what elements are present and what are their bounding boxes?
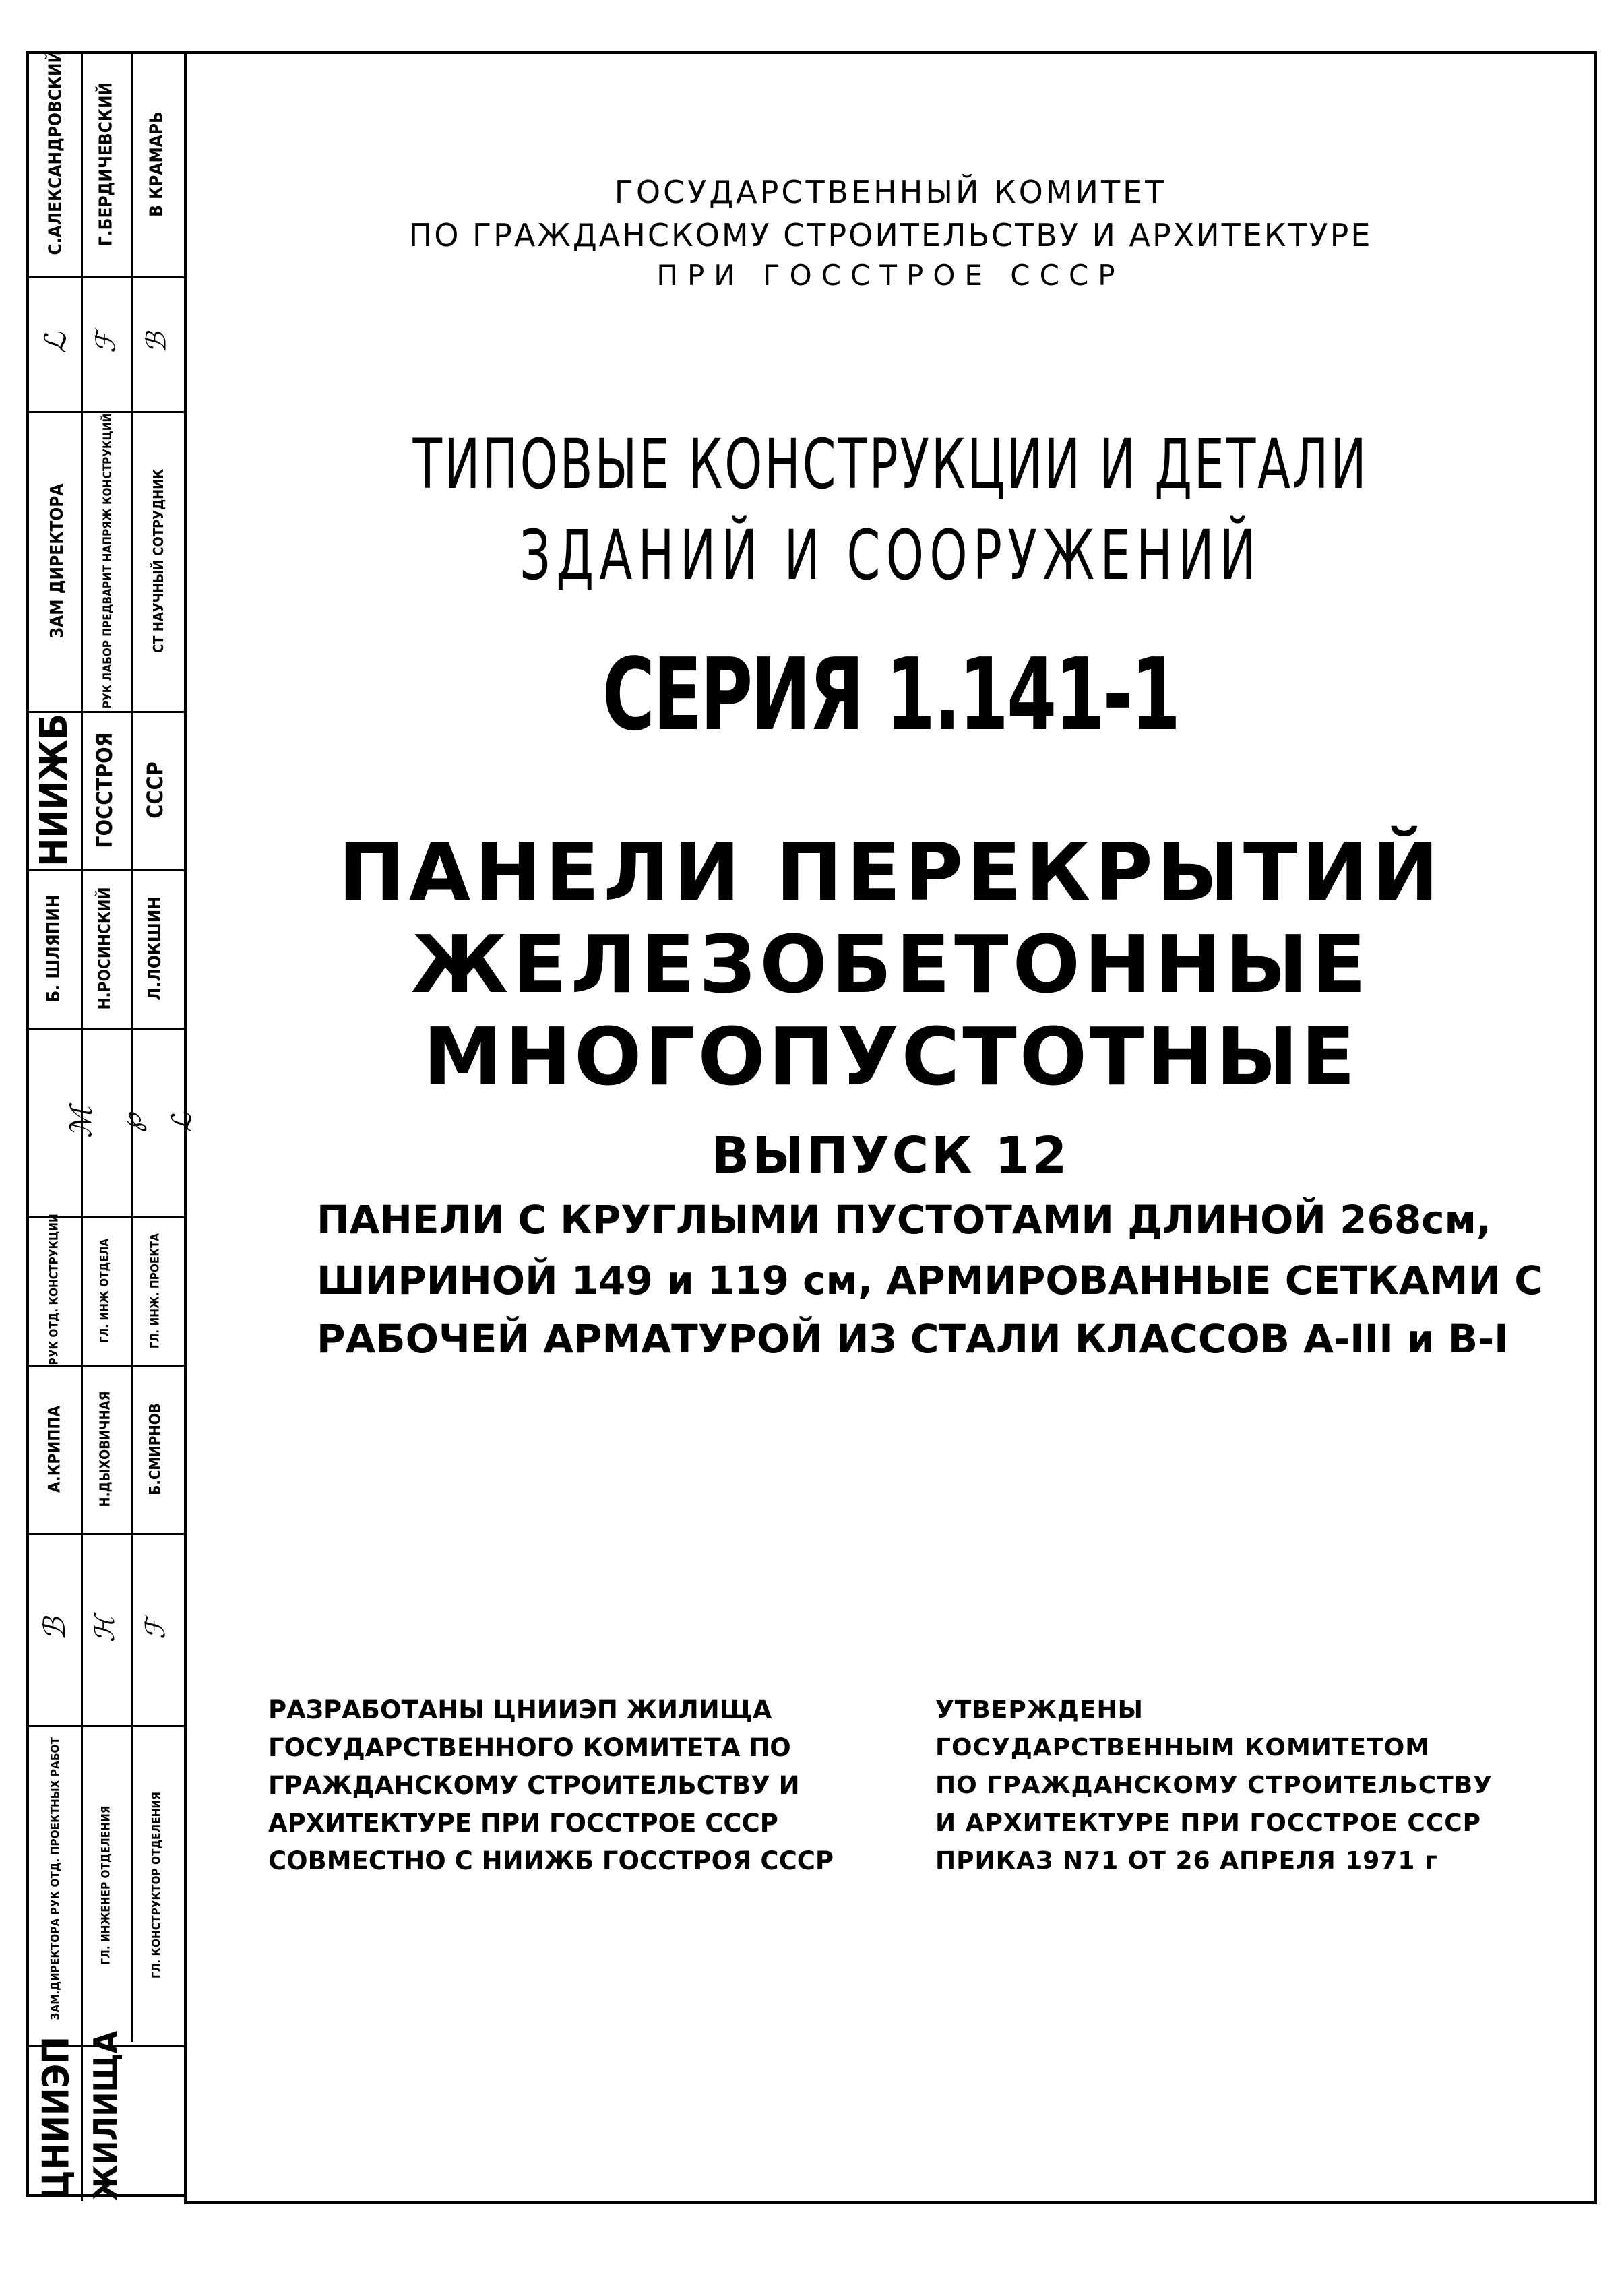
developed-line-4: АРХИТЕКТУРЕ ПРИ ГОССТРОЕ СССР	[268, 1809, 778, 1838]
issue-label: ВЫПУСК 12	[711, 1127, 1070, 1185]
developed-line-5: СОВМЕСТНО С НИИЖБ ГОССТРОЯ СССР	[268, 1846, 834, 1875]
stamp-name-lokshin: Л.ЛОКШИН	[145, 896, 165, 1001]
developed-line-2: ГОСУДАРСТВЕННОГО КОМИТЕТА ПО	[268, 1733, 791, 1762]
stamp-signature-2: ℱ	[90, 332, 122, 354]
stamp-signature-9: ℱ	[140, 1618, 171, 1640]
stamp-name-rosinsky: Н.РОСИНСКИЙ	[95, 887, 114, 1010]
stamp-org-gosstroy: ГОССТРОЯ	[92, 732, 117, 848]
series-title-line-2: ЗДАНИЙ И СООРУЖЕНИЙ	[520, 516, 1261, 596]
approved-line-3: ПО ГРАЖДАНСКОМУ СТРОИТЕЛЬСТВУ	[935, 1772, 1493, 1799]
approved-block	[935, 1691, 1569, 1880]
series-code: СЕРИЯ 1.141-1	[602, 637, 1179, 753]
stamp-name-berdichevsky: Г.БЕРДИЧЕВСКИЙ	[96, 82, 117, 247]
approved-line-4: И АРХИТЕКТУРЕ ПРИ ГОССТРОЕ СССР	[935, 1809, 1482, 1837]
approved-line-2: ГОСУДАРСТВЕННЫМ КОМИТЕТОМ	[935, 1734, 1431, 1761]
stamp-signature-7: ℬ	[38, 1617, 72, 1641]
stamp-name-shlyapin: Б. ШЛЯПИН	[44, 894, 64, 1003]
title-block-stamp	[26, 49, 198, 2201]
stamp-org-zhilishcha: ЖИЛИЩА	[87, 2030, 125, 2201]
header-line-3: ПРИ ГОССТРОЕ СССР	[656, 259, 1125, 292]
developed-line-1: РАЗРАБОТАНЫ ЦНИИЭП ЖИЛИЩА	[268, 1695, 772, 1724]
stamp-name-aleksandrovsky: С.АЛЕКСАНДРОВСКИЙ	[45, 49, 66, 255]
stamp-signature-6: ℒ	[166, 1113, 198, 1132]
stamp-role-dept-head: РУК ОТД. КОНСТРУКЦИИ	[47, 1214, 61, 1365]
stamp-role-deputy-director-projects: ЗАМ.ДИРЕКТОРА РУК ОТД. ПРОЕКТНЫХ РАБОТ	[49, 1737, 63, 2020]
approved-line-5: ПРИКАЗ N71 ОТ 26 АПРЕЛЯ 1971 г	[935, 1847, 1438, 1875]
header-line-1: ГОСУДАРСТВЕННЫЙ КОМИТЕТ	[614, 174, 1167, 210]
stamp-role-senior-researcher: СТ НАУЧНЫЙ СОТРУДНИК	[150, 469, 166, 653]
product-title-line-1: ПАНЕЛИ ПЕРЕКРЫТИЙ	[338, 825, 1443, 918]
stamp-role-chief-engineer-division: ГЛ. ИНЖЕНЕР ОТДЕЛЕНИЯ	[99, 1805, 113, 1965]
developed-block	[268, 1691, 875, 1880]
stamp-name-krippa: А.КРИППА	[44, 1405, 64, 1493]
product-title-line-3: МНОГОПУСТОТНЫЕ	[423, 1010, 1358, 1103]
stamp-role-lab-head: РУК ЛАБОР ПРЕДВАРИТ НАПРЯЖ КОНСТРУКЦИЙ	[101, 413, 115, 709]
stamp-role-deputy-director: ЗАМ ДИРЕКТОРА	[47, 483, 67, 639]
stamp-signature-1: ℒ	[38, 332, 73, 354]
stamp-name-dykhovichnaya: Н.ДЫХОВИЧНАЯ	[96, 1391, 113, 1507]
approved-line-1: УТВЕРЖДЕНЫ	[935, 1696, 1144, 1724]
stamp-org-cniiep: ЦНИИЭП	[34, 2036, 77, 2201]
stamp-org-ussr: СССР	[142, 761, 168, 819]
stamp-signature-4: ℳ	[64, 1106, 99, 1139]
stamp-role-chief-designer-division: ГЛ. КОНСТРУКТОР ОТДЕЛЕНИЯ	[150, 1791, 164, 1979]
stamp-name-smirnov: Б.СМИРНОВ	[147, 1403, 164, 1495]
stamp-signature-8: ℋ	[90, 1615, 121, 1643]
product-title-line-2: ЖЕЛЕЗОБЕТОННЫЕ	[410, 918, 1371, 1011]
developed-line-3: ГРАЖДАНСКОМУ СТРОИТЕЛЬСТВУ И	[268, 1771, 800, 1800]
issue-line-1: ПАНЕЛИ С КРУГЛЫМИ ПУСТОТАМИ ДЛИНОЙ 268см,	[317, 1197, 1492, 1243]
stamp-signature-5: ℘	[116, 1113, 148, 1132]
header-line-2: ПО ГРАЖДАНСКОМУ СТРОИТЕЛЬСТВУ И АРХИТЕКТУРЕ	[408, 217, 1373, 253]
issue-line-3: РАБОЧЕЙ АРМАТУРОЙ ИЗ СТАЛИ КЛАССОВ А-III и В-I	[317, 1316, 1509, 1362]
issue-line-2: ШИРИНОЙ 149 и 119 см, АРМИРОВАННЫЕ СЕТКАМИ С	[317, 1257, 1543, 1303]
stamp-signature-3: ℬ	[141, 332, 173, 354]
stamp-role-chief-engineer-dept: ГЛ. ИНЖ ОТДЕЛА	[98, 1238, 112, 1344]
stamp-org-niizhb: НИИЖБ	[32, 714, 76, 867]
stamp-role-chief-engineer-project: ГЛ. ИНЖ. ПРОЕКТА	[148, 1233, 162, 1349]
series-title-line-1: ТИПОВЫЕ КОНСТРУКЦИИ И ДЕТАЛИ	[412, 425, 1369, 505]
stamp-name-kramar: В КРАМАРЬ	[146, 111, 167, 217]
